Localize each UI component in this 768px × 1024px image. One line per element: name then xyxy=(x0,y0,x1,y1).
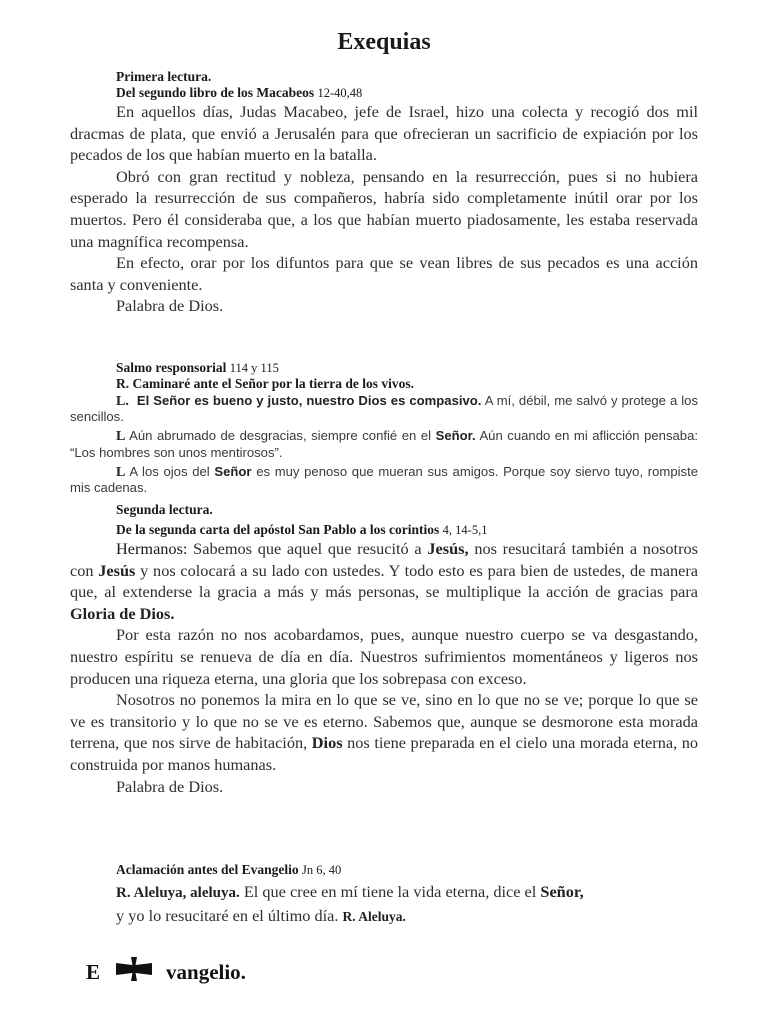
second-reading-closing: Palabra de Dios. xyxy=(116,776,224,796)
psalm-verse-2-bold: Señor. xyxy=(435,428,476,444)
psalm-heading xyxy=(70,360,698,376)
psalm-ref: 114 y 115 xyxy=(229,361,279,375)
psalm-verse-3-mark: L xyxy=(116,464,126,480)
cross-icon xyxy=(114,955,154,989)
second-reading-paragraph-1 xyxy=(70,538,698,624)
first-reading-source xyxy=(70,85,698,101)
second-reading-source-text: De la segunda carta del apóstol San Pablo a los corintios xyxy=(116,522,440,537)
first-reading-paragraph-2: Obró con gran rectitud y nobleza, pensando en la resurrección, pues si no hubiera esperado la resurrección de sus compañeros, habría sido completamente inútil orar por los muertos. Pero él consideraba que, a los que habían muerto piadosamente, les estaba reservada una magnífica recompensa. xyxy=(70,166,698,251)
psalm-label: Salmo responsorial xyxy=(116,360,227,375)
second-reading-paragraph-2: Por esta razón no nos acobardamos, pues, aunque nuestro cuerpo se va desgastando, nuestro espíritu se renueva de día en día. Nuestros sufrimientos momentáneos y ligeros nos producen una riqueza eterna, una gloria que los sobrepasa con exceso. xyxy=(70,625,698,688)
second-reading-ref: 4, 14-5,1 xyxy=(442,523,488,537)
first-reading-section xyxy=(70,69,698,317)
second-reading-p3-a: Nosotros no ponemos la mira en lo que se ve, sino en lo que no se ve; porque lo que se ve es transitorio y lo que no se ve es eterno. Sabemos que, aunque se desmorone esta morada terrena, que nos sirve de habitación, xyxy=(70,690,698,753)
page-title: Exequias xyxy=(337,29,431,55)
first-reading-paragraph-1: En aquellos días, Judas Macabeo, jefe de Israel, hizo una colecta y recogió dos mil dracmas de plata, que envió a Jerusalén para que ofrecieran un sacrificio de expiación por los pecados de los que habían muerto en la batalla. xyxy=(70,102,698,165)
acclamation-text-b: y yo lo resucitaré en el último día. xyxy=(116,905,339,925)
gospel-initial-letter: E xyxy=(86,959,101,984)
acclamation-response-2: R. Aleluya. xyxy=(342,908,406,924)
acclamation-ref: Jn 6, 40 xyxy=(302,863,342,877)
second-reading-p1-c: y nos colocará a su lado con ustedes. Y todo esto es para bien de ustedes, de manera que, al extenderse la gracia a más y más personas, se multiplique la acción de gracias para xyxy=(70,560,699,602)
acclamation-heading xyxy=(70,862,698,878)
second-reading-section xyxy=(70,502,698,797)
jesus-name-2: Jesús xyxy=(98,560,136,580)
psalm-response: R. Caminaré ante el Señor por la tierra de los vivos. xyxy=(116,376,414,391)
psalm-verse-3-bold: Señor xyxy=(214,463,252,479)
psalm-verse-1-bold: El Señor es bueno y justo, nuestro Dios es compasivo. xyxy=(136,393,482,408)
psalm-verse-3-text-a: A los ojos del xyxy=(129,463,210,479)
psalm-verse-2-text-b: Aún cuando en mi aflicción pensaba: “Los hombres son unos mentirosos”. xyxy=(70,428,698,460)
first-reading-source-text: Del segundo libro de los Macabeos xyxy=(116,85,315,100)
jesus-name-1: Jesús, xyxy=(427,539,469,558)
acclamation-section xyxy=(70,862,698,927)
acclamation-text-line-2 xyxy=(70,905,698,928)
gloria-de-dios: Gloria de Dios. xyxy=(70,603,175,623)
second-reading-p3-b: nos tiene preparada en el cielo una morada eterna, no construida por manos humanas. xyxy=(70,733,699,774)
psalm-verse-2-mark: L xyxy=(116,429,126,445)
first-reading-ref: 12-40,48 xyxy=(317,86,363,100)
psalm-section xyxy=(70,360,698,499)
acclamation-text xyxy=(70,881,698,905)
gospel-rest: vangelio. xyxy=(166,959,246,984)
second-reading-source xyxy=(70,522,698,538)
acclamation-response-1: R. Aleluya, aleluya. xyxy=(116,885,240,901)
acclamation-senor: Señor, xyxy=(540,882,584,901)
dios-word: Dios xyxy=(311,733,343,753)
gospel-heading xyxy=(86,955,246,989)
second-reading-p1-b: nos resucitará también a nosotros con xyxy=(70,539,698,580)
psalm-verse-3 xyxy=(70,464,698,495)
second-reading-p1-a: Sabemos que aquel que resucitó a xyxy=(193,539,422,558)
second-reading-label: Segunda lectura. xyxy=(116,502,213,517)
psalm-verse-1 xyxy=(70,393,698,424)
psalm-verse-1-mark: L. xyxy=(116,394,129,409)
second-reading-paragraph-3 xyxy=(70,689,698,775)
first-reading-paragraph-3: En efecto, orar por los difuntos para que se vean libres de sus pecados es una acción santa y conveniente. xyxy=(70,253,698,294)
acclamation-text-a: El que cree en mí tiene la vida eterna, dice el xyxy=(243,882,537,901)
first-reading-label: Primera lectura. xyxy=(116,69,212,84)
psalm-verse-2 xyxy=(70,428,698,459)
psalm-verse-1-text: A mí, débil, me salvó y protege a los sencillos. xyxy=(70,393,698,425)
psalm-verse-3-text-b: es muy penoso que mueran sus amigos. Porque soy siervo tuyo, rompiste mis cadenas. xyxy=(70,463,698,496)
first-reading-closing: Palabra de Dios. xyxy=(116,296,224,316)
psalm-verse-2-text-a: Aún abrumado de desgracias, siempre confié en el xyxy=(129,428,432,444)
second-reading-greeting: Hermanos: xyxy=(116,539,188,558)
acclamation-label: Aclamación antes del Evangelio xyxy=(116,862,299,877)
